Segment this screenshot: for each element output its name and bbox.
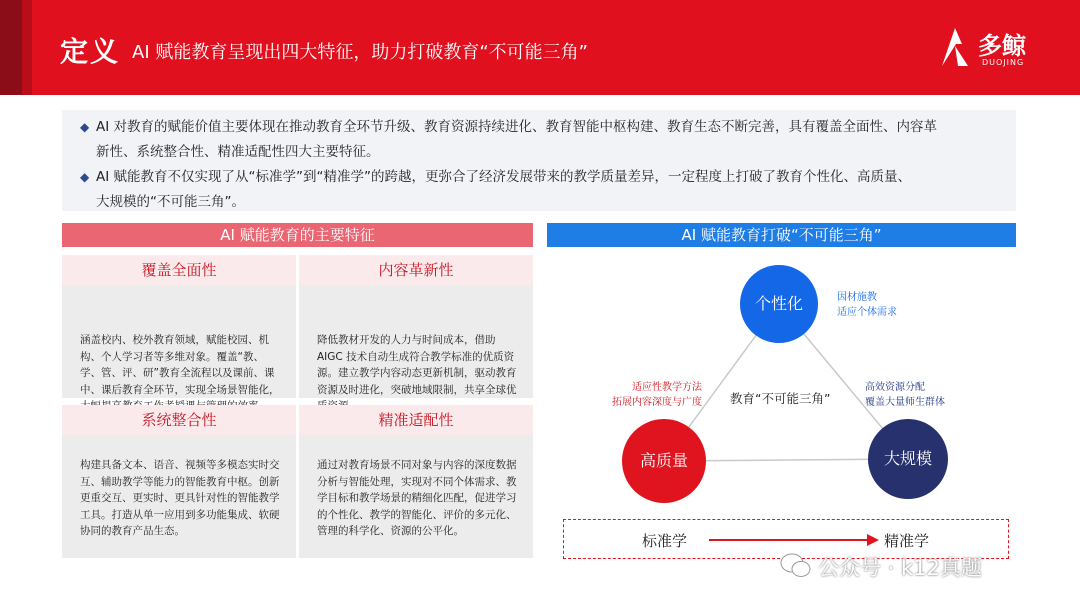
node-personalization: 个性化: [740, 265, 818, 343]
scale-from-label: 标准学: [642, 532, 688, 550]
intro-bullet-line: 大规模的“不可能三角”。: [96, 194, 245, 210]
feature-card-coverage: [62, 255, 296, 398]
header-banner: [0, 0, 1080, 95]
annotation-top: [837, 290, 897, 320]
annotation-right: [865, 380, 945, 410]
feature-card-line: 源。建立教学内容动态更新机制，驱动教育: [317, 367, 517, 379]
intro-bullet: [80, 165, 1000, 215]
feature-card-line: 构、个人学习者等多维对象。覆盖“教、: [80, 350, 264, 363]
header-accent: [0, 0, 22, 95]
feature-card-line: AIGC 技术自动生成符合教学标准的优质资: [317, 350, 515, 363]
logo-pinyin: DUOJING: [982, 58, 1025, 67]
intro-panel: [62, 110, 1016, 211]
page-subtitle: AI 赋能教育呈现出四大特征，助力打破教育“不可能三角”: [132, 42, 588, 63]
whale-logo-icon: [938, 26, 972, 68]
right-arrow-icon: [709, 533, 879, 547]
watermark-text: 公众号 · k12真题: [818, 556, 982, 580]
feature-card-title: 系统整合性: [62, 405, 296, 435]
node-large-scale: 大规模: [868, 419, 948, 499]
feature-card-line: 互、辅助教学等能力的智能教育中枢。创新: [80, 475, 280, 488]
feature-card-line: 协同的教育产品生态。: [80, 525, 185, 537]
triangle-heading: AI 赋能教育打破“不可能三角”: [547, 223, 1016, 247]
diamond-bullet-icon: ◆: [80, 120, 90, 134]
feature-card-body: [299, 435, 533, 540]
intro-bullet: [80, 115, 1000, 165]
scale-to-label: 精准学: [884, 532, 930, 550]
feature-card-innovation: [299, 255, 533, 398]
feature-card-body: [62, 435, 296, 540]
diamond-bullet-icon: ◆: [80, 170, 90, 184]
annotation-line: 拓展内容深度与广度: [612, 397, 702, 408]
impossible-triangle-diagram: [547, 252, 1016, 552]
annotation-line: 因材施教: [837, 292, 877, 303]
intro-bullet-line: 新性、系统整合性、精准适配性四大主要特征。: [96, 144, 380, 160]
annotation-line: 高效资源分配: [865, 382, 925, 393]
intro-bullet-line: AI 赋能教育不仅实现了从“标准学”到“精准学”的跨越，更弥合了经济发展带来的教学质量差异，一定程度上打破了教育个性化、高质量、: [96, 169, 911, 185]
feature-card-precision: [299, 405, 533, 558]
feature-card-title: 覆盖全面性: [62, 255, 296, 285]
feature-card-line: 构建具备文本、语音、视频等多模态实时交: [80, 459, 280, 471]
feature-card-title: 精准适配性: [299, 405, 533, 435]
feature-card-line: 工具。打造从单一应用到多功能集成、软硬: [80, 508, 280, 521]
feature-card-line: 降低教材开发的人力与时间成本，借助: [317, 334, 496, 346]
feature-card-line: 学、管、评、研”教育全流程以及课前、课: [80, 367, 275, 379]
annotation-left: [592, 380, 702, 410]
feature-card-line: 资源及时进化，突破地域限制，共享全球优: [317, 383, 517, 396]
feature-card-title: 内容革新性: [299, 255, 533, 285]
logo-name: 多鲸: [978, 32, 1026, 60]
feature-card-line: 中、课后教育全环节，实现全场景智能化，: [80, 383, 280, 396]
annotation-line: 适应个体需求: [837, 307, 897, 318]
feature-card-line: 管理的科学化、资源的公平化。: [317, 525, 464, 537]
feature-card-line: 通过对教育场景不同对象与内容的深度数据: [317, 459, 517, 471]
feature-card-body: [62, 285, 296, 415]
feature-card-line: 的个性化、教学的智能化、评价的多元化、: [317, 508, 517, 521]
intro-bullet-line: AI 对教育的赋能价值主要体现在推动教育全环节升级、教育资源持续进化、教育智能中枢构建、教育生态不断完善，具有覆盖全面性、内容革: [96, 119, 938, 135]
feature-card-line: 学目标和教学场景的精细化匹配，促进学习: [317, 492, 517, 504]
triangle-center-label: 教育“不可能三角”: [730, 391, 831, 406]
watermark: [780, 548, 1070, 588]
feature-card-body: [299, 285, 533, 415]
feature-card-line: 涵盖校内、校外教育领域，赋能校园、机: [80, 334, 269, 346]
features-heading: AI 赋能教育的主要特征: [62, 223, 533, 247]
node-high-quality: 高质量: [622, 419, 706, 503]
feature-card-integration: [62, 405, 296, 558]
wechat-icon: [780, 552, 812, 580]
feature-card-line: 更重交互、更实时、更具针对性的智能教学: [80, 492, 280, 504]
annotation-line: 覆盖大量师生群体: [865, 397, 945, 408]
brand-logo: [938, 22, 1054, 78]
annotation-line: 适应性教学方法: [632, 382, 702, 393]
header-accent-secondary: [22, 0, 32, 95]
feature-card-line: 分析与智能处理，实现对不同个体需求、教: [317, 475, 517, 488]
page-title: 定义: [60, 35, 121, 68]
